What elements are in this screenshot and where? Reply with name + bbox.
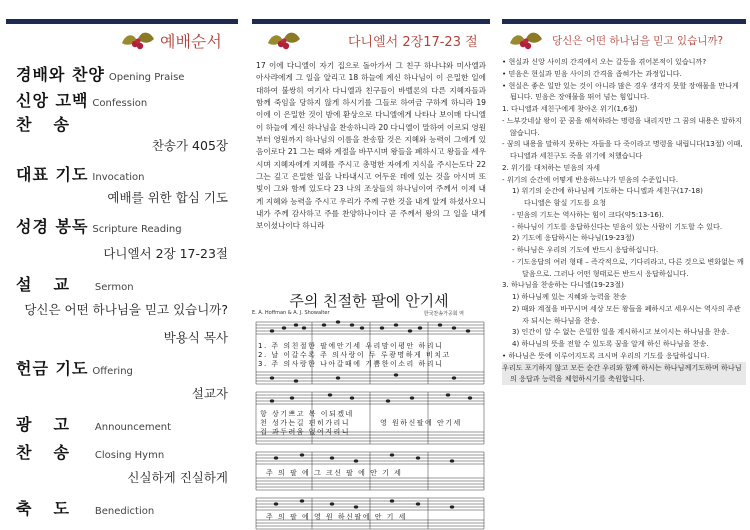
note-line: 2) 때와 계절을 바꾸시며 세상 모든 왕들을 폐하시고 세우시는 역사의 주관자 되시는 하나님을 찬송.: [512, 303, 741, 325]
service-item-confession: [16, 88, 147, 111]
holly-icon: [508, 27, 544, 53]
section-title: 다니엘서 2장17-23 절: [348, 34, 478, 50]
note-line: 1. 다니엘과 세친구에게 찾아온 위기(1,6절): [502, 104, 638, 113]
service-item-english: Scripture Reading: [92, 224, 182, 235]
note-line: - 하나님이 기도를 응답하신다는 믿음이 있는 사람이 기도할 수 있다.: [512, 221, 723, 231]
section-title: 당신은 어떤 하나님을 믿고 있습니까?: [552, 34, 724, 47]
service-item-value: 찬송가 405장: [151, 138, 228, 153]
scripture-text: 17 이에 다니엘이 자기 집으로 돌아가서 그 친구 하나냐와 미사엘과 아사랴에게 그 일을 알리고 18 하늘에 계신 하나님이 이 은밀한 일에 대하여 불쌍히 여기사 다니엘과 친구들이 바벨론의 다른 지혜자들과 함께 죽임을 당하지 않게 하시기를 그들로 하여금 구하게 하니라 19 이에 이 은밀한 것이 밤에 환상으로 다니엘에게 나타나 보이매 다니엘이 하늘에 계신 하나님을 찬송하니라 20 다니엘이 말하여 이르되 영원부터 영원까지 하나님의 이름을 찬송할 것은 지혜와 능력이 그에게 있음이로다 21 그는 때와 계절을 바꾸시며 왕들을 폐하시고 왕들을 세우시며 지혜자에게 지혜를 주시고 총명한 자에게 지식을 주시는도다 22 그는 깊고 은밀한 일을 나타내시고 어두운 데에 있는 것을 아시며 또 빛이 그와 함께 있도다 23 나의 조상들의 하나님이여 주께서 이제 내게 지혜와 능력을 주시고 우리가 주께 구한 것을 내게 알게 하셨사오니 내가 주께 감사하고 주를 찬양하나이다 곧 주께서 왕의 그 일을 내게 보이셨나이다 하니라: [256, 61, 486, 231]
hymn-lyric-line: 천 성가는길 편히가리니: [260, 419, 351, 427]
hymn-publisher: 한국찬송가공회 역: [423, 311, 464, 317]
service-item-value: 설교자: [191, 386, 228, 401]
note-line: 3) 인간이 알 수 없는 은밀한 일을 계시하시고 보이시는 하나님을 찬송.: [512, 327, 730, 337]
hymn-lyric-line: 2. 날 이갈수록 주 의사랑이 두 루광명하게 비치고: [258, 351, 451, 359]
note-line: • 하나님은 뜻에 이루어지도록 크시며 우리의 기도를 응답하십니다.: [502, 350, 710, 360]
note-line: - 꿈의 내용을 말하지 못하는 자들을 다 죽이라고 명령을 내립니다(13절) 이때, 다니엘과 세친구도 죽을 위기에 처했습니다: [502, 139, 743, 160]
note-line: - 하나님은 우리의 기도에 반드시 응답하십니다.: [512, 245, 659, 254]
hymn-lyric-line: 주 의 팔 에 영 원 하신팔에 안 기 세: [266, 513, 407, 521]
scripture-panel: [246, 0, 492, 530]
service-item-opening-praise: [16, 62, 184, 85]
note-line: - 위기의 순간에 어떻게 반응하느냐가 믿음의 수준입니다.: [502, 174, 678, 184]
service-item-name: 찬송: [16, 443, 91, 462]
service-item-name: 설교: [16, 275, 91, 294]
hymn-lyric-line: 1. 주 의친절한 팔에안기세 우리맘이평안 하리니: [258, 342, 444, 350]
hymn-lyric-line: 3. 주 의사랑한 나아갈때에 기쁨한이소리 하리니: [258, 360, 444, 368]
note-line: • 현실과 신앙 사이의 간격에서 오는 갈등을 겪어본적이 있습니까?: [502, 57, 707, 66]
service-item-value: 신실하게 진실하게: [127, 470, 228, 485]
order-of-worship-panel: [0, 0, 240, 530]
note-line: - 기도응답의 여러 형태 – 즉각적으로, 기다리라고, 다른 것으로 변화없는 깨달음으로. 그러나 어떤 형태로든 반드시 응답하십니다.: [512, 256, 744, 278]
holly-icon: [266, 27, 302, 53]
service-item-english: Sermon: [94, 282, 134, 293]
section-header: [508, 26, 723, 54]
service-item-offering: [16, 356, 133, 379]
note-line: 2. 위기를 대처하는 믿음의 자세: [502, 162, 601, 172]
service-item-name: 헌금 기도: [16, 359, 89, 378]
note-line: 다니엘은 함실 기도를 요청: [524, 198, 607, 207]
service-item-invocation: [16, 162, 145, 185]
service-item-name: 신앙 고백: [16, 91, 89, 110]
hymn-lyric-line: 겁 과두려움 없어지리니: [260, 428, 351, 436]
sheet-music: [252, 316, 486, 530]
hymn-authors: E. A. Hoffman & A. J. Showalter: [252, 310, 330, 316]
sermon-title: 당신은 어떤 하나님을 믿고 있습니까?: [24, 302, 228, 317]
service-item-value: 다니엘서 2장 17-23절: [103, 246, 228, 261]
section-header: [266, 26, 478, 54]
service-item-name: 축도: [16, 499, 91, 518]
service-item-name: 성경 봉독: [16, 217, 89, 236]
header-bar: [252, 19, 490, 24]
note-line: 1) 하나님께 있는 지혜와 능력을 찬송: [512, 292, 627, 301]
service-item-name: 대표 기도: [16, 165, 89, 184]
sermon-notes: [502, 56, 746, 385]
service-item-english: Opening Praise: [108, 72, 185, 83]
service-item-english: Confession: [92, 98, 148, 109]
service-item-english: Announcement: [94, 422, 172, 433]
note-line: - 느부갓네살 왕이 꾼 꿈을 해석하라는 명령을 내리지만 그 꿈의 내용은 말하지 않습니다.: [502, 115, 742, 137]
hymn-lyric-line: 주 의 팔 에 그 크신 팔 에 안 기 세: [266, 469, 403, 477]
hymn-lyric-line: 영 원하신팔에 안기세: [380, 419, 462, 427]
service-item-scripture-reading: [16, 214, 182, 237]
section-header: [120, 26, 222, 54]
header-bar: [502, 19, 746, 24]
service-item-name: 광고: [16, 415, 91, 434]
header-bar: [6, 19, 238, 24]
service-item-value: 예배를 위한 합심 기도: [107, 190, 228, 205]
service-item-hymn: [16, 112, 91, 135]
holly-icon: [120, 27, 156, 53]
note-line: - 믿음의 기도는 역사하는 힘이 크다(약5:13-16).: [512, 209, 664, 219]
note-line: • 현실은 좋은 일만 있는 것이 아니라 많은 경우 생각지 못할 장애물을 만나게 됩니다. 믿음은 장애물을 뛰어 넘는 힘입니다.: [502, 80, 739, 102]
service-item-announcement: [16, 412, 171, 435]
service-item-english: Offering: [92, 366, 133, 377]
note-line: 3. 하나님을 찬송하는 다니엘(19-23절): [502, 280, 624, 290]
service-item-sermon: [16, 272, 134, 295]
service-item-closing-hymn: [16, 440, 164, 463]
service-item-english: Benediction: [94, 506, 155, 517]
section-title: 예배순서: [160, 31, 222, 51]
hymn-lyric-line: 항 상기쁘고 복 이되겠네: [260, 410, 354, 418]
hymn-title: 주의 친절한 팔에 안기세: [289, 292, 449, 310]
note-line: 1) 위기의 순간에 하나님께 기도하는 다니엘과 세친구(17-18): [512, 186, 703, 196]
service-item-benediction: [16, 496, 154, 519]
note-line: 우리도 포기하지 않고 모든 순간 우리와 함께 하시는 하나님께기도하며 하나님의 응답과 능력을 체험하시기를 축원합니다.: [502, 362, 746, 386]
preacher-name: 박용식 목사: [163, 330, 228, 345]
service-item-english: Closing Hymn: [94, 450, 165, 461]
service-item-english: Invocation: [92, 172, 145, 183]
note-line: • 믿음은 현실과 믿음 사이의 간격을 좁혀가는 과정입니다.: [502, 68, 682, 78]
service-item-name: 찬송: [16, 115, 91, 134]
note-line: 4) 하나님의 뜻을 전할 수 있도록 꿈을 알게 하신 하나님을 찬송.: [512, 339, 709, 348]
service-item-name: 경배와 찬양: [16, 65, 105, 84]
note-line: 2) 기도에 응답하시는 하나님(19-23절): [512, 233, 635, 243]
sermon-notes-panel: [498, 0, 750, 530]
